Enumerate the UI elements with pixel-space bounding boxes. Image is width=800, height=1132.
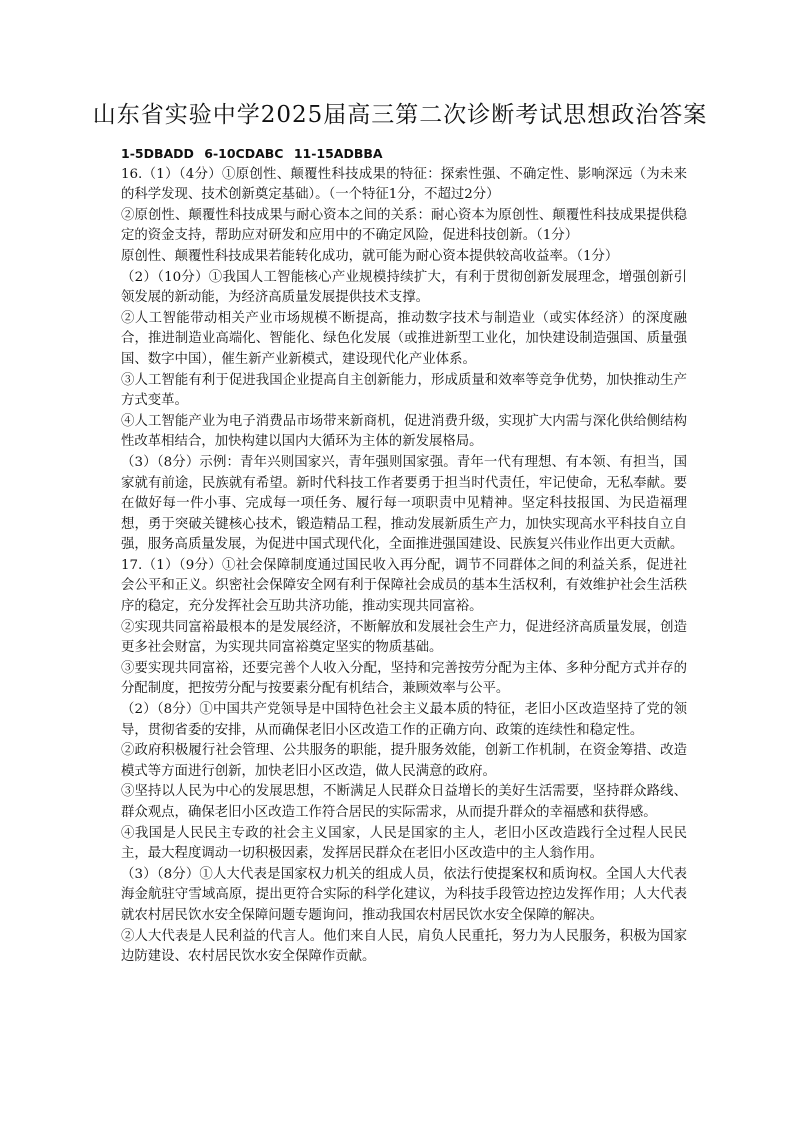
paragraph: ④人工智能产业为电子消费品市场带来新商机，促进消费升级，实现扩大内需与深化供给侧结构性改革相结合，加快构建以国内大循环为主体的新发展格局。 xyxy=(121,413,687,450)
paragraph: （2）（10分）①我国人工智能核心产业规模持续扩大，有利于贯彻创新发展理念，增强创新引领发展的新动能，为经济高质量发展提供技术支撑。 xyxy=(121,269,687,306)
document-body xyxy=(121,144,687,968)
paragraph: ③人工智能有利于促进我国企业提高自主创新能力，形成质量和效率等竞争优势，加快推动生产方式变革。 xyxy=(121,372,687,409)
paragraph: ②人工智能带动相关产业市场规模不断提高，推动数字技术与制造业（或实体经济）的深度融合，推进制造业高端化、智能化、绿色化发展（或推进新型工业化，加快建设制造强国、质量强国、数字中国），催生新产业新模式，建设现代化产业体系。 xyxy=(121,310,687,367)
multiple-choice-answers: 1-5DBADD 6-10CDABC 11-15ADBBA xyxy=(121,146,383,161)
paragraph: ③坚持以人民为中心的发展思想，不断满足人民群众日益增长的美好生活需要，坚持群众路线、群众观点，确保老旧小区改造工作符合居民的实际需求，从而提升群众的幸福感和获得感。 xyxy=(121,784,687,820)
paragraph: ④我国是人民民主专政的社会主义国家，人民是国家的主人，老旧小区改造践行全过程人民民主，最大程度调动一切积极因素，发挥居民群众在老旧小区改造中的主人翁作用。 xyxy=(121,825,687,862)
paragraph: ③要实现共同富裕，还要完善个人收入分配，坚持和完善按劳分配为主体、多种分配方式并存的分配制度，把按劳分配与按要素分配有机结合，兼顾效率与公平。 xyxy=(121,660,687,697)
paragraph: 16.（1）（4分）①原创性、颠覆性科技成果的特征：探索性强、不确定性、影响深远（为未来的科学发现、技术创新奠定基础）。（一个特征1分，不超过2分） xyxy=(121,166,687,203)
paragraph: ②实现共同富裕最根本的是发展经济，不断解放和发展社会生产力，促进经济高质量发展，创造更多社会财富，为实现共同富裕奠定坚实的物质基础。 xyxy=(121,619,687,656)
paragraph: （2）（8分）①中国共产党领导是中国特色社会主义最本质的特征，老旧小区改造坚持了党的领导，贯彻省委的安排，从而确保老旧小区改造工作的正确方向、政策的连续性和稳定性。 xyxy=(121,702,687,738)
paragraph: （3）（8分）①人大代表是国家权力机关的组成人员，依法行使提案权和质询权。全国人大代表海金航驻守雪域高原，提出更符合实际的科学化建议，为科技手段管边控边发挥作用；人大代表就农村居民饮水安全保障问题专题询问，推动我国农村居民饮水安全保障的解决。 xyxy=(121,866,687,923)
paragraph: ②原创性、颠覆性科技成果与耐心资本之间的关系：耐心资本为原创性、颠覆性科技成果提供稳定的资金支持，帮助应对研发和应用中的不确定风险，促进科技创新。（1分） xyxy=(121,207,687,244)
paragraph: 17.（1）（9分）①社会保障制度通过国民收入再分配，调节不同群体之间的利益关系，促进社会公平和正义。织密社会保障安全网有利于保障社会成员的基本生活权利，有效维护社会生活秩序的稳定，充分发挥社会互助共济功能，推动实现共同富裕。 xyxy=(121,557,687,615)
paragraph: （3）（8分）示例：青年兴则国家兴，青年强则国家强。青年一代有理想、有本领、有担当，国家就有前途，民族就有希望。新时代科技工作者要勇于担当时代责任，牢记使命，无私奉献。要在做好每一件小事、完成每一项任务、履行每一项职责中见精神。坚定科技报国、为民造福理想，勇于突破关键核心技术，锻造精品工程，推动发展新质生产力，加快实现高水平科技自立自强，服务高质量发展，为促进中国式现代化，全面推进强国建设、民族复兴伟业作出更大贡献。 xyxy=(121,454,687,553)
paragraph: ②人大代表是人民利益的代言人。他们来自人民，肩负人民重托，努力为人民服务，积极为国家边防建设、农村居民饮水安全保障作贡献。 xyxy=(121,928,687,965)
paragraph: ②政府积极履行社会管理、公共服务的职能，提升服务效能，创新工作机制，在资金筹措、改造模式等方面进行创新，加快老旧小区改造，做人民满意的政府。 xyxy=(121,743,687,779)
paragraph: 原创性、颠覆性科技成果若能转化成功，就可能为耐心资本提供较高收益率。（1分） xyxy=(121,248,619,264)
document-title: 山东省实验中学2025届高三第二次诊断考试思想政治答案 xyxy=(92,102,708,128)
